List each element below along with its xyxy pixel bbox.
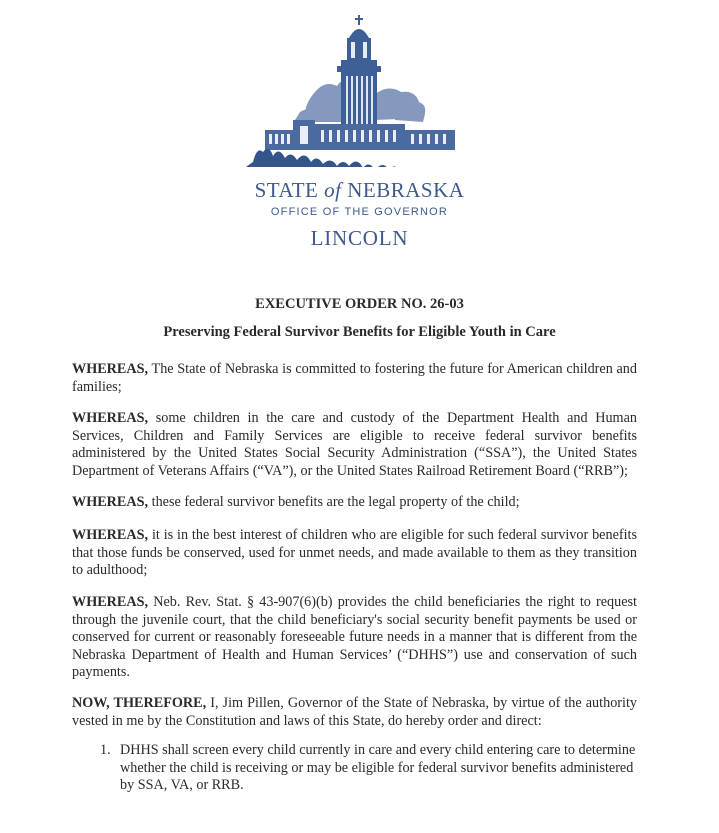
paragraph-text: these federal survivor benefits are the legal property of the child; xyxy=(148,494,520,510)
whereas-paragraph-2 xyxy=(72,410,637,480)
state-name-heading xyxy=(0,178,719,203)
office-heading: OFFICE OF THE GOVERNOR xyxy=(270,206,449,218)
directive-text: DHHS shall screen every child currently in care and every child entering care to determine whether the child is receiving or may be eligible for federal survivor benefits administered by SSA, VA, or RRB. xyxy=(120,742,636,793)
now-therefore-paragraph xyxy=(72,695,637,730)
directive-number: 1. xyxy=(100,742,111,758)
paragraph-text: The State of Nebraska is committed to fostering the future for American children and families; xyxy=(72,361,637,395)
city-heading: LINCOLN xyxy=(310,226,409,250)
paragraph-text: I, Jim Pillen, Governor of the State of Nebraska, by virtue of the authority vested in me by the Constitution and laws of this State, do hereby order and direct: xyxy=(72,695,637,729)
directive-item-1 xyxy=(100,742,637,795)
state-label: STATE xyxy=(254,178,325,202)
executive-order-title: Preserving Federal Survivor Benefits for Eligible Youth in Care xyxy=(163,324,556,340)
paragraph-text: some children in the care and custody of the Department Health and Human Services, Children and Family Services are eligible to receive federal survivor benefits administered by the United States Social Security Administration (“SSA”), the United States Department of Veterans Affairs (“VA”), or the United States Railroad Retirement Board (“RRB”); xyxy=(72,410,637,479)
nebraska-label: NEBRASKA xyxy=(341,178,465,202)
executive-order-number: EXECUTIVE ORDER NO. 26-03 xyxy=(255,296,464,312)
letterhead xyxy=(0,0,719,260)
paragraph-lead: WHEREAS, xyxy=(72,410,149,426)
whereas-paragraph-3 xyxy=(72,494,637,512)
paragraph-lead: WHEREAS, xyxy=(72,594,149,610)
paragraph-text: Neb. Rev. Stat. § 43-907(6)(b) provides the child beneficiaries the right to request through the juvenile court, that the child beneficiary's social security benefit payments be used or conserved for current or reasonably foreseeable future needs in a manner that is different from the Nebraska Department of Health and Human Services’ (“DHHS”) use and conservation of such payments. xyxy=(72,594,637,680)
paragraph-lead: NOW, THEREFORE, xyxy=(72,695,207,711)
paragraph-lead: WHEREAS, xyxy=(72,527,149,543)
state-capitol-icon xyxy=(245,12,475,167)
paragraph-lead: WHEREAS, xyxy=(72,361,149,377)
of-label: of xyxy=(324,178,342,202)
paragraph-text: it is in the best interest of children who are eligible for such federal survivor benefits that those funds be conserved, used for unmet needs, and made available to them as they transition to adulthood; xyxy=(72,527,637,578)
paragraph-lead: WHEREAS, xyxy=(72,494,149,510)
whereas-paragraph-5 xyxy=(72,594,637,682)
whereas-paragraph-1 xyxy=(72,361,637,396)
whereas-paragraph-4 xyxy=(72,527,637,580)
